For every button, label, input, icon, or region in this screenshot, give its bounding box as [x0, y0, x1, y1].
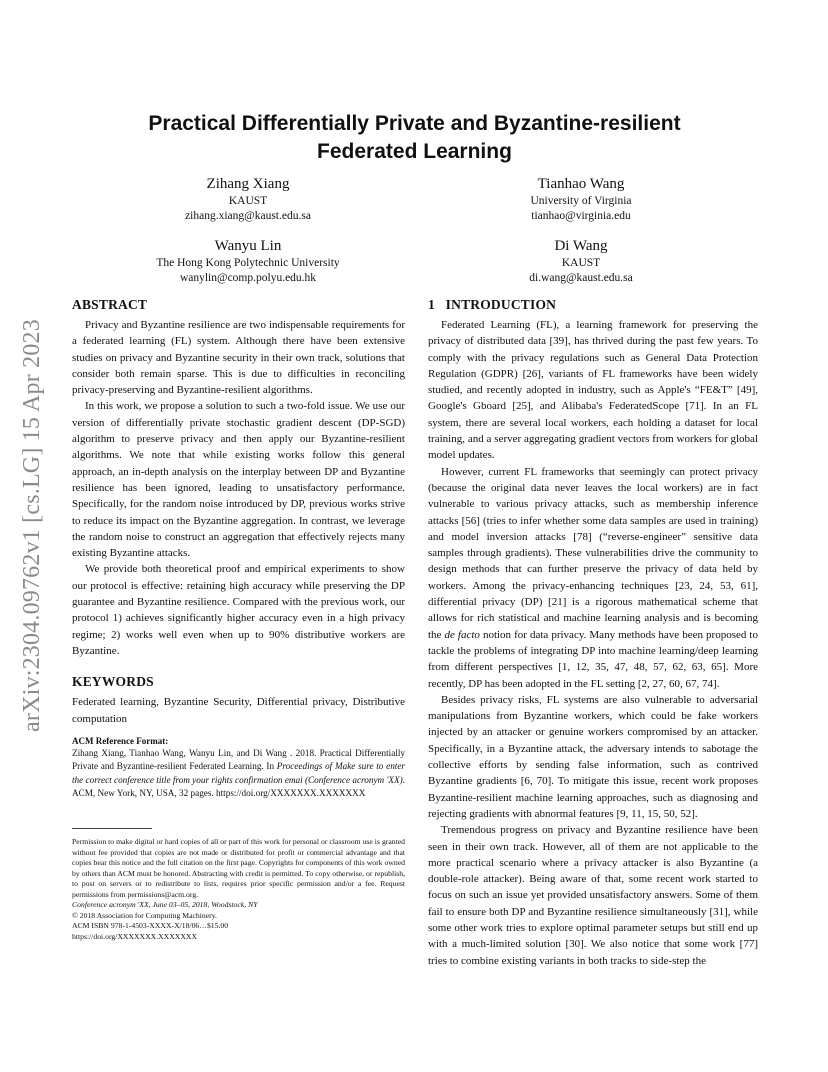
right-column: [428, 296, 758, 969]
acm-reference-part: Zihang Xiang, Tianhao Wang, Wanyu Lin, and Di Wang . 2018. Practical Differentially Private and Byzantine-resilient Federated Learning. In: [72, 747, 405, 772]
author-name: Tianhao Wang: [537, 176, 625, 192]
author-name: Zihang Xiang: [206, 176, 290, 192]
author-affiliation: KAUST: [228, 195, 268, 207]
intro-text-part: However, current FL frameworks that seemingly can protect privacy (because the original data never leaves the local workers) are in fact vulnerable to various privacy attacks, such as membership inference attacks [56] (tries to infer whether some data samples are used in training) and model inversion attacks [78] (“reverse-engineer” sensitive data samples through gradients). These vulnerabilities drive the community to design methods that can further preserve the privacy of data held by workers. Among the privacy-enhancing techniques [23, 24, 53, 61], differential privacy (DP) [21] is a rigorous mathematical scheme that allows for rich statistical and machine learning analysis and is becoming the: [428, 465, 758, 641]
intro-text-part: notion for data privacy. Many methods have been proposed to tackle the problems of integrating DP into machine learning/deep learning from different perspectives [1, 12, 35, 47, 48, 57, 62, 63, 65]. More recently, DP has been adopted in the FL setting [2, 27, 60, 67, 74].: [428, 628, 758, 690]
abstract-paragraph: We provide both theoretical proof and empirical experiments to show our protocol is effective: retaining high accuracy while preserving the DP guarantee and Byzantine resilience. Compared with the previous work, our protocol 1) achieves significantly higher accuracy even in a high privacy regime; 2) works well even when up to 90% distributive workers are Byzantine.: [72, 563, 405, 657]
author-name: Di Wang: [554, 238, 608, 254]
intro-italic-term: de facto: [444, 628, 480, 641]
author-email: zihang.xiang@kaust.edu.sa: [185, 210, 311, 222]
footnote-divider: [72, 828, 152, 829]
introduction-heading: 1 INTRODUCTION: [428, 297, 557, 312]
abstract-paragraph: Privacy and Byzantine resilience are two indispensable requirements for a federated learning (FL) system. Although there have been extensive studies on privacy and Byzantine security in their own track, solutions that consider both remain sparse. This is due to difficulties in reconciling privacy-preserving and Byzantine-resilient algorithms.: [72, 319, 405, 397]
permission-text: Permission to make digital or hard copies of all or part of this work for personal or classroom use is granted without fee provided that copies are not made or distributed for profit or commercial advantage and that copies bear this notice and the full citation on the first page. Copyrights for components of this work owned by others than ACM must be honored. Abstracting with credit is permitted. To copy otherwise, or republish, to post on servers or to redistribute to lists, requires prior specific permission and/or a fee. Request permissions from permissions@acm.org.: [72, 837, 405, 899]
introduction-paragraph: Federated Learning (FL), a learning framework for preserving the privacy of distributed data [39], has thrived during the past few years. To comply with the privacy regulations such as General Data Protection Regulation (GDPR) [26], variants of FL frameworks have been widely studied, and recently adopted in industry, such as Apple's “FE&T” [49], Google's Gboard [25], and Alibaba's FederatedScope [71]. In an FL system, there are several local workers, each holding a dataset for local training, and a server aggregating gradient vectors from workers for global model updates.: [428, 319, 758, 462]
author-name: Wanyu Lin: [214, 238, 282, 254]
abstract-heading: ABSTRACT: [72, 297, 148, 312]
paper-title: [72, 110, 757, 166]
keywords-heading: KEYWORDS: [72, 674, 154, 690]
author-affiliation: The Hong Kong Polytechnic University: [156, 257, 340, 269]
isbn-line: ACM ISBN 978-1-4503-XXXX-X/18/06…$15.00: [72, 921, 229, 930]
arxiv-stamp: arXiv:2304.09762v1 [cs.LG] 15 Apr 2023: [18, 318, 45, 732]
abstract-paragraph: In this work, we propose a solution to such a two-fold issue. We use our version of differentially private stochastic gradient descent (DP-SGD) algorithm to preserve privacy and then apply our Byzantine-resilient algorithms. We note that while existing works follow this general approach, an in-depth analysis on the interplay between DP and Byzantine resilience has been ignored, leading to unsatisfactory performance. Specifically, for the random noise introduced by DP, previous works strive to reduce its impact on the Byzantine aggregation. In contrast, we leverage the random noise to construct an aggregation that effectively rejects many existing Byzantine attacks.: [72, 400, 405, 560]
author-block-4: [431, 237, 731, 286]
introduction-paragraph: [428, 464, 758, 692]
title-line-1: Practical Differentially Private and Byzantine-resilient: [148, 112, 681, 135]
introduction-paragraph: Besides privacy risks, FL systems are also vulnerable to adversarial manipulations from Byzantine workers, which could be fake workers injected by an attacker or genuine workers compromised by an attacker. Specifically, in a Byzantine attack, the adversary intends to sabotage the collective efforts by sending false information, such as contrived Byzantine gradients [6, 70]. To mitigate this issue, recent work proposes Byzantine-resilient machine learning approaches, such as diagnosing and rejecting gradients with abnormal features [9, 11, 15, 50, 52].: [428, 693, 758, 820]
author-email: tianhao@virginia.edu: [531, 210, 631, 222]
author-block-1: [98, 175, 398, 224]
author-affiliation: KAUST: [561, 257, 601, 269]
conference-name: Conference acronym 'XX, June 03–05, 2018, Woodstock, NY: [72, 900, 258, 909]
acm-reference-heading: ACM Reference Format:: [72, 735, 169, 746]
introduction-paragraph: Tremendous progress on privacy and Byzantine resilience have been seen in their own track. However, all of them are not applicable to the more practical scenario where a privacy attacker is also Byzantine (a double-role attacker). Being aware of that, some recent work started to focus on such an issue yet provided unsatisfactory answers. Some of them fail to ensure both DP and Byzantine resilience simultaneously [31], while some other work tries to explore optimal parameter setups but still end up with a much-limited solution [30]. We also notice that some work [77] tries to combine existing variants in both tracks to side-step the: [428, 824, 758, 967]
arxiv-stamp-container: [14, 290, 50, 760]
conference-line: [72, 900, 405, 911]
copyright-line: © 2018 Association for Computing Machinery.: [72, 910, 217, 920]
author-affiliation: University of Virginia: [530, 195, 632, 207]
acm-reference-part: ACM, New York, NY, USA, 32 pages. https://doi.org/XXXXXXX.XXXXXXX: [72, 788, 366, 799]
title-line-2: Federated Learning: [317, 140, 512, 163]
acm-reference-proceedings: Proceedings of Make sure to enter the correct conference title from your rights confirmation emai (Conference acronym 'XX).: [72, 761, 405, 785]
keywords-text: Federated learning, Byzantine Security, Differential privacy, Distributive computation: [72, 696, 405, 725]
author-email: di.wang@kaust.edu.sa: [529, 272, 633, 284]
acm-reference-text: [72, 747, 405, 801]
author-block-3: [98, 237, 398, 286]
permission-notice: [72, 837, 405, 942]
left-column: [72, 296, 405, 800]
doi-line: https://doi.org/XXXXXXX.XXXXXXX: [72, 931, 197, 941]
author-block-2: [431, 175, 731, 224]
author-email: wanylin@comp.polyu.edu.hk: [179, 272, 317, 284]
